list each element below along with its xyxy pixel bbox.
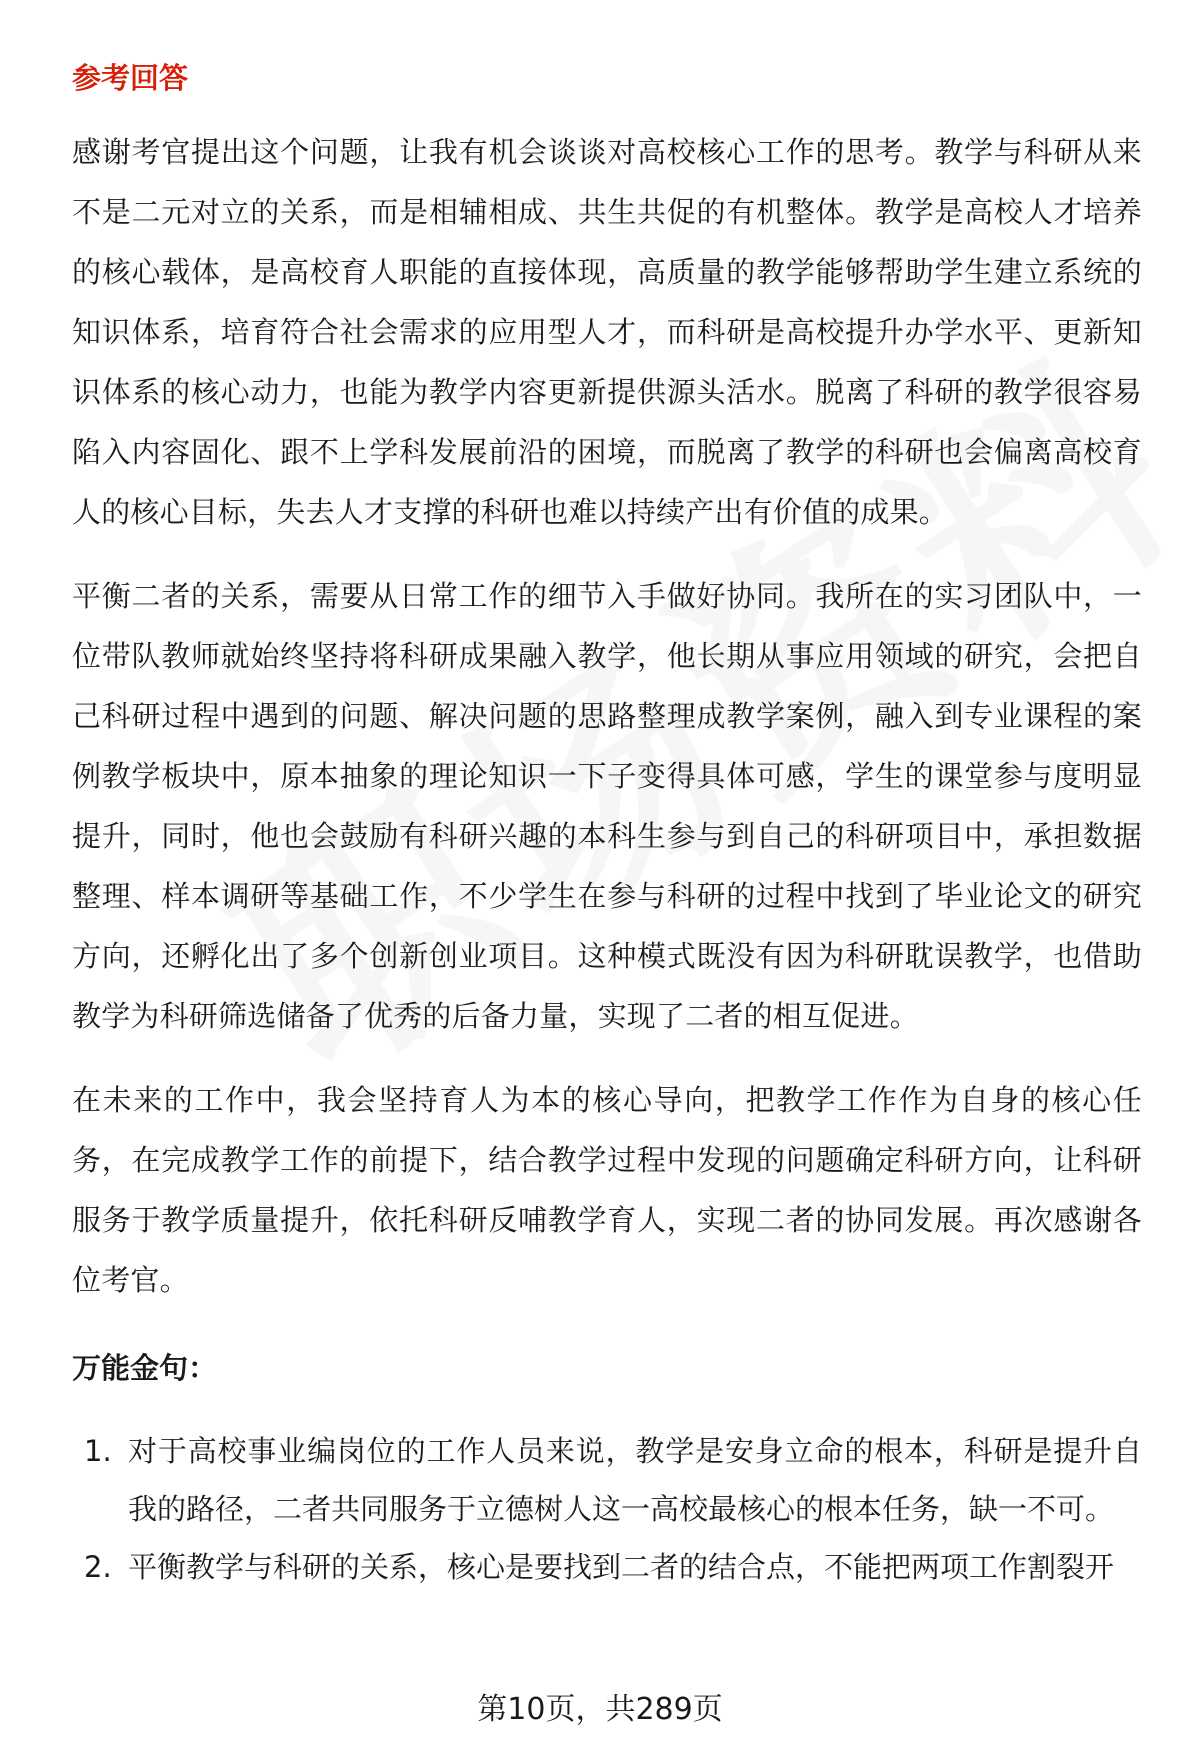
list-item-text: 对于高校事业编岗位的工作人员来说，教学是安身立命的根本，科研是提升自我的路径，二者共同服务于立德树人这一高校最核心的根本任务，缺一不可。 (128, 1434, 1142, 1526)
list-item-number: 1. (84, 1434, 112, 1468)
page-content (72, 58, 1142, 1596)
paragraph-2: 平衡二者的关系，需要从日常工作的细节入手做好协同。我所在的实习团队中，一位带队教师就始终坚持将科研成果融入教学，他长期从事应用领域的研究，会把自己科研过程中遇到的问题、解决问题的思路整理成教学案例，融入到专业课程的案例教学板块中，原本抽象的理论知识一下子变得具体可感，学生的课堂参与度明显提升，同时，他也会鼓励有科研兴趣的本科生参与到自己的科研项目中，承担数据整理、样本调研等基础工作，不少学生在参与科研的过程中找到了毕业论文的研究方向，还孵化出了多个创新创业项目。这种模式既没有因为科研耽误教学，也借助教学为科研筛选储备了优秀的后备力量，实现了二者的相互促进。 (72, 579, 1142, 1033)
paragraph-3: 在未来的工作中，我会坚持育人为本的核心导向，把教学工作作为自身的核心任务，在完成教学工作的前提下，结合教学过程中发现的问题确定科研方向，让科研服务于教学质量提升，依托科研反哺教学育人，实现二者的协同发展。再次感谢各位考官。 (72, 1083, 1142, 1297)
list-item-number: 2. (84, 1550, 112, 1584)
list-item-text: 平衡教学与科研的关系，核心是要找到二者的结合点，不能把两项工作割裂开 (128, 1550, 1115, 1584)
section-title: 参考回答 (72, 61, 189, 95)
list-item (72, 1538, 1142, 1596)
list-item (72, 1422, 1142, 1538)
paragraph-1: 感谢考官提出这个问题，让我有机会谈谈对高校核心工作的思考。教学与科研从来不是二元对立的关系，而是相辅相成、共生共促的有机整体。教学是高校人才培养的核心载体，是高校育人职能的直接体现，高质量的教学能够帮助学生建立系统的知识体系，培育符合社会需求的应用型人才，而科研是高校提升办学水平、更新知识体系的核心动力，也能为教学内容更新提供源头活水。脱离了科研的教学很容易陷入内容固化、跟不上学科发展前沿的困境，而脱离了教学的科研也会偏离高校育人的核心目标，失去人才支撑的科研也难以持续产出有价值的成果。 (72, 135, 1142, 529)
golden-sentences-heading: 万能金句： (72, 1351, 218, 1385)
golden-sentences-list (72, 1422, 1142, 1596)
page-number-footer: 第10页，共289页 (477, 1692, 723, 1727)
